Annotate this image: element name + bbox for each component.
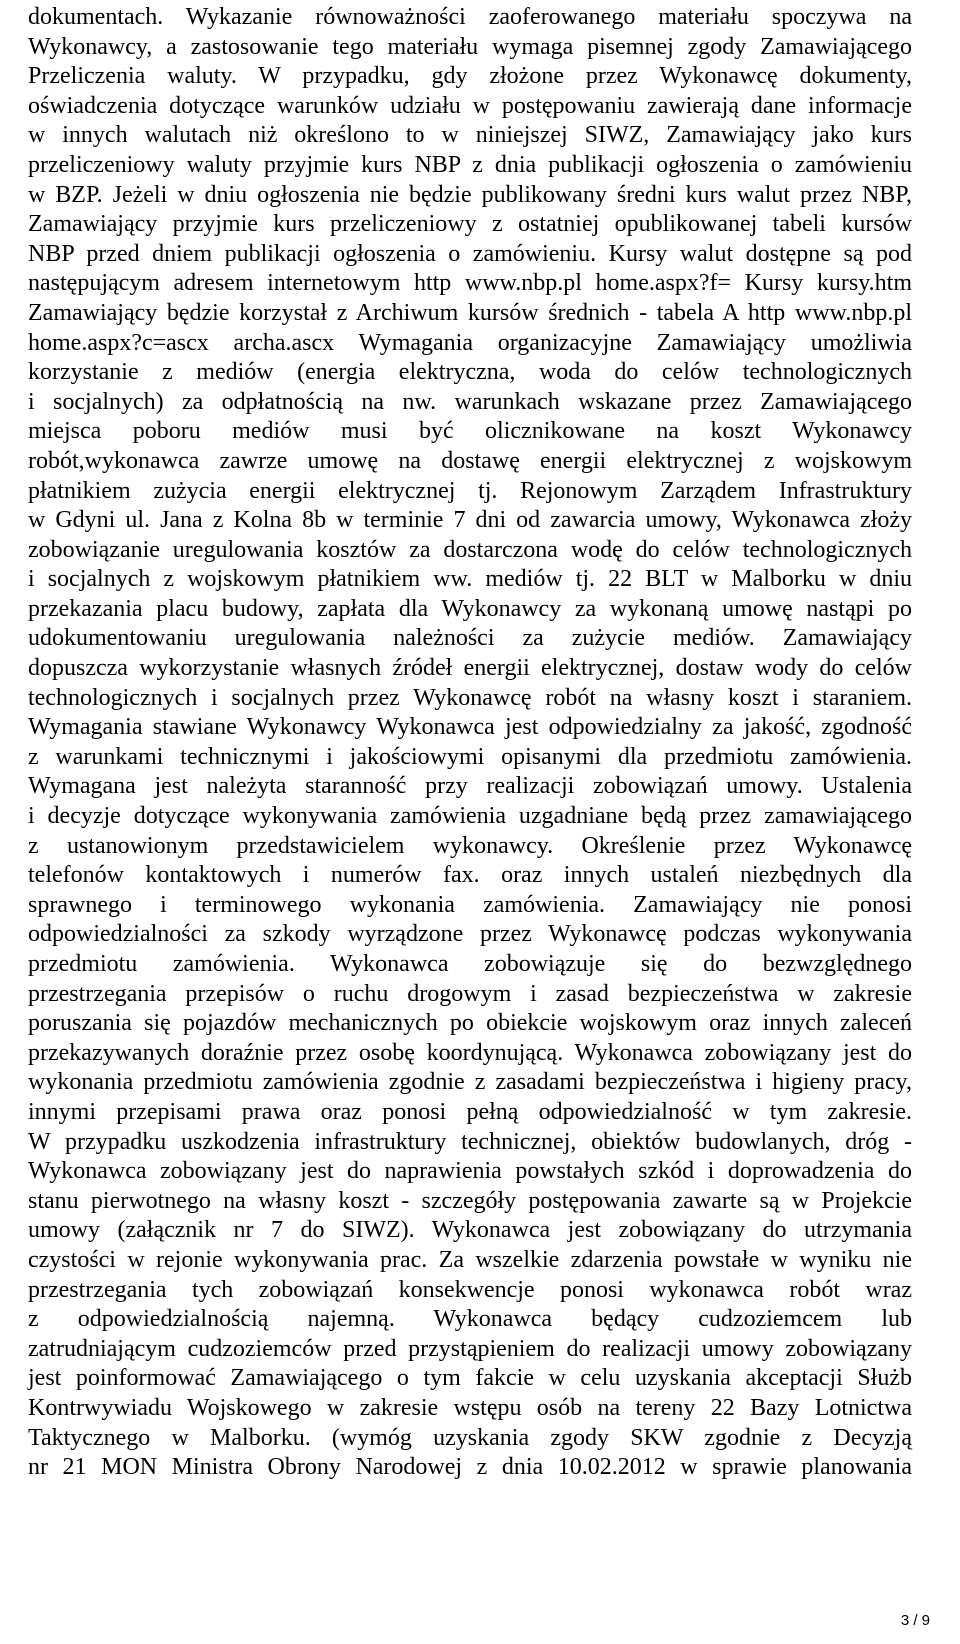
text-line: przekazania placu budowy, zapłata dla Wykonawcy za wykonaną umowę nastąpi po [28, 595, 912, 622]
text-line: i socjalnych) za odpłatnością na nw. warunkach wskazane przez Zamawiającego [28, 388, 912, 415]
text-line: W przypadku uszkodzenia infrastruktury technicznej, obiektów budowlanych, dróg - [28, 1128, 912, 1155]
text-line: w BZP. Jeżeli w dniu ogłoszenia nie będzie publikowany średni kurs walut przez NBP, [28, 181, 912, 208]
text-line: Wymagana jest należyta staranność przy realizacji zobowiązań umowy. Ustalenia [28, 773, 912, 800]
text-line: telefonów kontaktowych i numerów fax. oraz innych ustaleń niezbędnych dla [28, 862, 912, 889]
text-line: zatrudniającym cudzoziemców przed przystąpieniem do realizacji umowy zobowiązany [28, 1335, 912, 1362]
page-number: 3 / 9 [900, 1612, 930, 1629]
text-line: Taktycznego w Malborku. (wymóg uzyskania zgody SKW zgodnie z Decyzją [28, 1424, 912, 1451]
text-line: home.aspx?c=ascx archa.ascx Wymagania organizacyjne Zamawiający umożliwia [28, 329, 912, 356]
text-line: stanu pierwotnego na własny koszt - szczegóły postępowania zawarte są w Projekcie [28, 1187, 912, 1214]
text-line: z ustanowionym przedstawicielem wykonawcy. Określenie przez Wykonawcę [28, 832, 912, 859]
text-line: następującym adresem internetowym http www.nbp.pl home.aspx?f= Kursy kursy.htm [28, 270, 912, 297]
text-line: NBP przed dniem publikacji ogłoszenia o zamówieniu. Kursy walut dostępne są pod [28, 240, 912, 267]
text-line: Zamawiający będzie korzystał z Archiwum kursów średnich - tabela A http www.nbp.pl [28, 299, 912, 326]
text-line: Kontrwywiadu Wojskowego w zakresie wstępu osób na tereny 22 Bazy Lotnictwa [28, 1394, 912, 1421]
text-line: jest poinformować Zamawiającego o tym fakcie w celu uzyskania akceptacji Służb [28, 1365, 912, 1392]
text-line: płatnikiem zużycia energii elektrycznej tj. Rejonowym Zarządem Infrastruktury [28, 477, 912, 504]
text-line: dopuszcza wykorzystanie własnych źródeł energii elektrycznej, dostaw wody do celów [28, 655, 912, 682]
text-line: umowy (załącznik nr 7 do SIWZ). Wykonawca jest zobowiązany do utrzymania [28, 1217, 912, 1244]
text-line: miejsca poboru mediów musi być olicznikowane na koszt Wykonawcy [28, 418, 912, 445]
text-line: nr 21 MON Ministra Obrony Narodowej z dnia 10.02.2012 w sprawie planowania [28, 1454, 912, 1481]
text-line: z warunkami technicznymi i jakościowymi opisanymi dla przedmiotu zamówienia. [28, 743, 912, 770]
text-line: sprawnego i terminowego wykonania zamówienia. Zamawiający nie ponosi [28, 891, 912, 918]
text-line: Przeliczenia waluty. W przypadku, gdy złożone przez Wykonawcę dokumenty, [28, 63, 912, 90]
text-line: przedmiotu zamówienia. Wykonawca zobowiązuje się do bezwzględnego [28, 951, 912, 977]
text-line: Wymagania stawiane Wykonawcy Wykonawca jest odpowiedzialny za jakość, zgodność [28, 714, 912, 741]
text-line: poruszania się pojazdów mechanicznych po obiekcie wojskowym oraz innych zaleceń [28, 1010, 912, 1037]
text-line: dokumentach. Wykazanie równoważności zaoferowanego materiału spoczywa na [28, 4, 912, 30]
text-line: i socjalnych z wojskowym płatnikiem ww. mediów tj. 22 BLT w Malborku w dniu [28, 566, 912, 593]
text-line: innymi przepisami prawa oraz ponosi pełną odpowiedzialność w tym zakresie. [28, 1098, 912, 1125]
text-line: przeliczeniowy waluty przyjmie kurs NBP z dnia publikacji ogłoszenia o zamówieniu [28, 151, 912, 178]
document-page [28, 0, 912, 1644]
body-text [28, 0, 912, 1483]
text-line: Wykonawcy, a zastosowanie tego materiału wymaga pisemnej zgody Zamawiającego [28, 33, 912, 60]
text-line: przestrzegania tych zobowiązań konsekwencje ponosi wykonawca robót wraz [28, 1276, 912, 1303]
text-line: odpowiedzialności za szkody wyrządzone przez Wykonawcę podczas wykonywania [28, 921, 912, 948]
text-line: robót,wykonawca zawrze umowę na dostawę energii elektrycznej z wojskowym [28, 447, 912, 474]
text-line: w Gdyni ul. Jana z Kolna 8b w terminie 7 dni od zawarcia umowy, Wykonawca złoży [28, 507, 912, 534]
text-line: i decyzje dotyczące wykonywania zamówienia uzgadniane będą przez zamawiającego [28, 803, 912, 830]
text-line: z odpowiedzialnością najemną. Wykonawca będący cudzoziemcem lub [28, 1306, 912, 1333]
text-line: przekazywanych doraźnie przez osobę koordynującą. Wykonawca zobowiązany jest do [28, 1039, 912, 1066]
text-line: zobowiązanie uregulowania kosztów za dostarczona wodę do celów technologicznych [28, 536, 912, 563]
text-line: Wykonawca zobowiązany jest do naprawienia powstałych szkód i doprowadzenia do [28, 1158, 912, 1185]
text-line: Zamawiający przyjmie kurs przeliczeniowy z ostatniej opublikowanej tabeli kursów [28, 211, 912, 238]
text-line: oświadczenia dotyczące warunków udziału w postępowaniu zawierają dane informacje [28, 92, 912, 119]
text-line: technologicznych i socjalnych przez Wykonawcę robót na własny koszt i staraniem. [28, 684, 912, 711]
text-line: korzystanie z mediów (energia elektryczna, woda do celów technologicznych [28, 359, 912, 386]
text-line: przestrzegania przepisów o ruchu drogowym i zasad bezpieczeństwa w zakresie [28, 980, 912, 1007]
text-line: czystości w rejonie wykonywania prac. Za wszelkie zdarzenia powstałe w wyniku nie [28, 1246, 912, 1273]
text-line: wykonania przedmiotu zamówienia zgodnie z zasadami bezpieczeństwa i higieny pracy, [28, 1069, 912, 1096]
text-line: w innych walutach niż określono to w niniejszej SIWZ, Zamawiający jako kurs [28, 122, 912, 149]
text-line: udokumentowaniu uregulowania należności za zużycie mediów. Zamawiający [28, 625, 912, 652]
